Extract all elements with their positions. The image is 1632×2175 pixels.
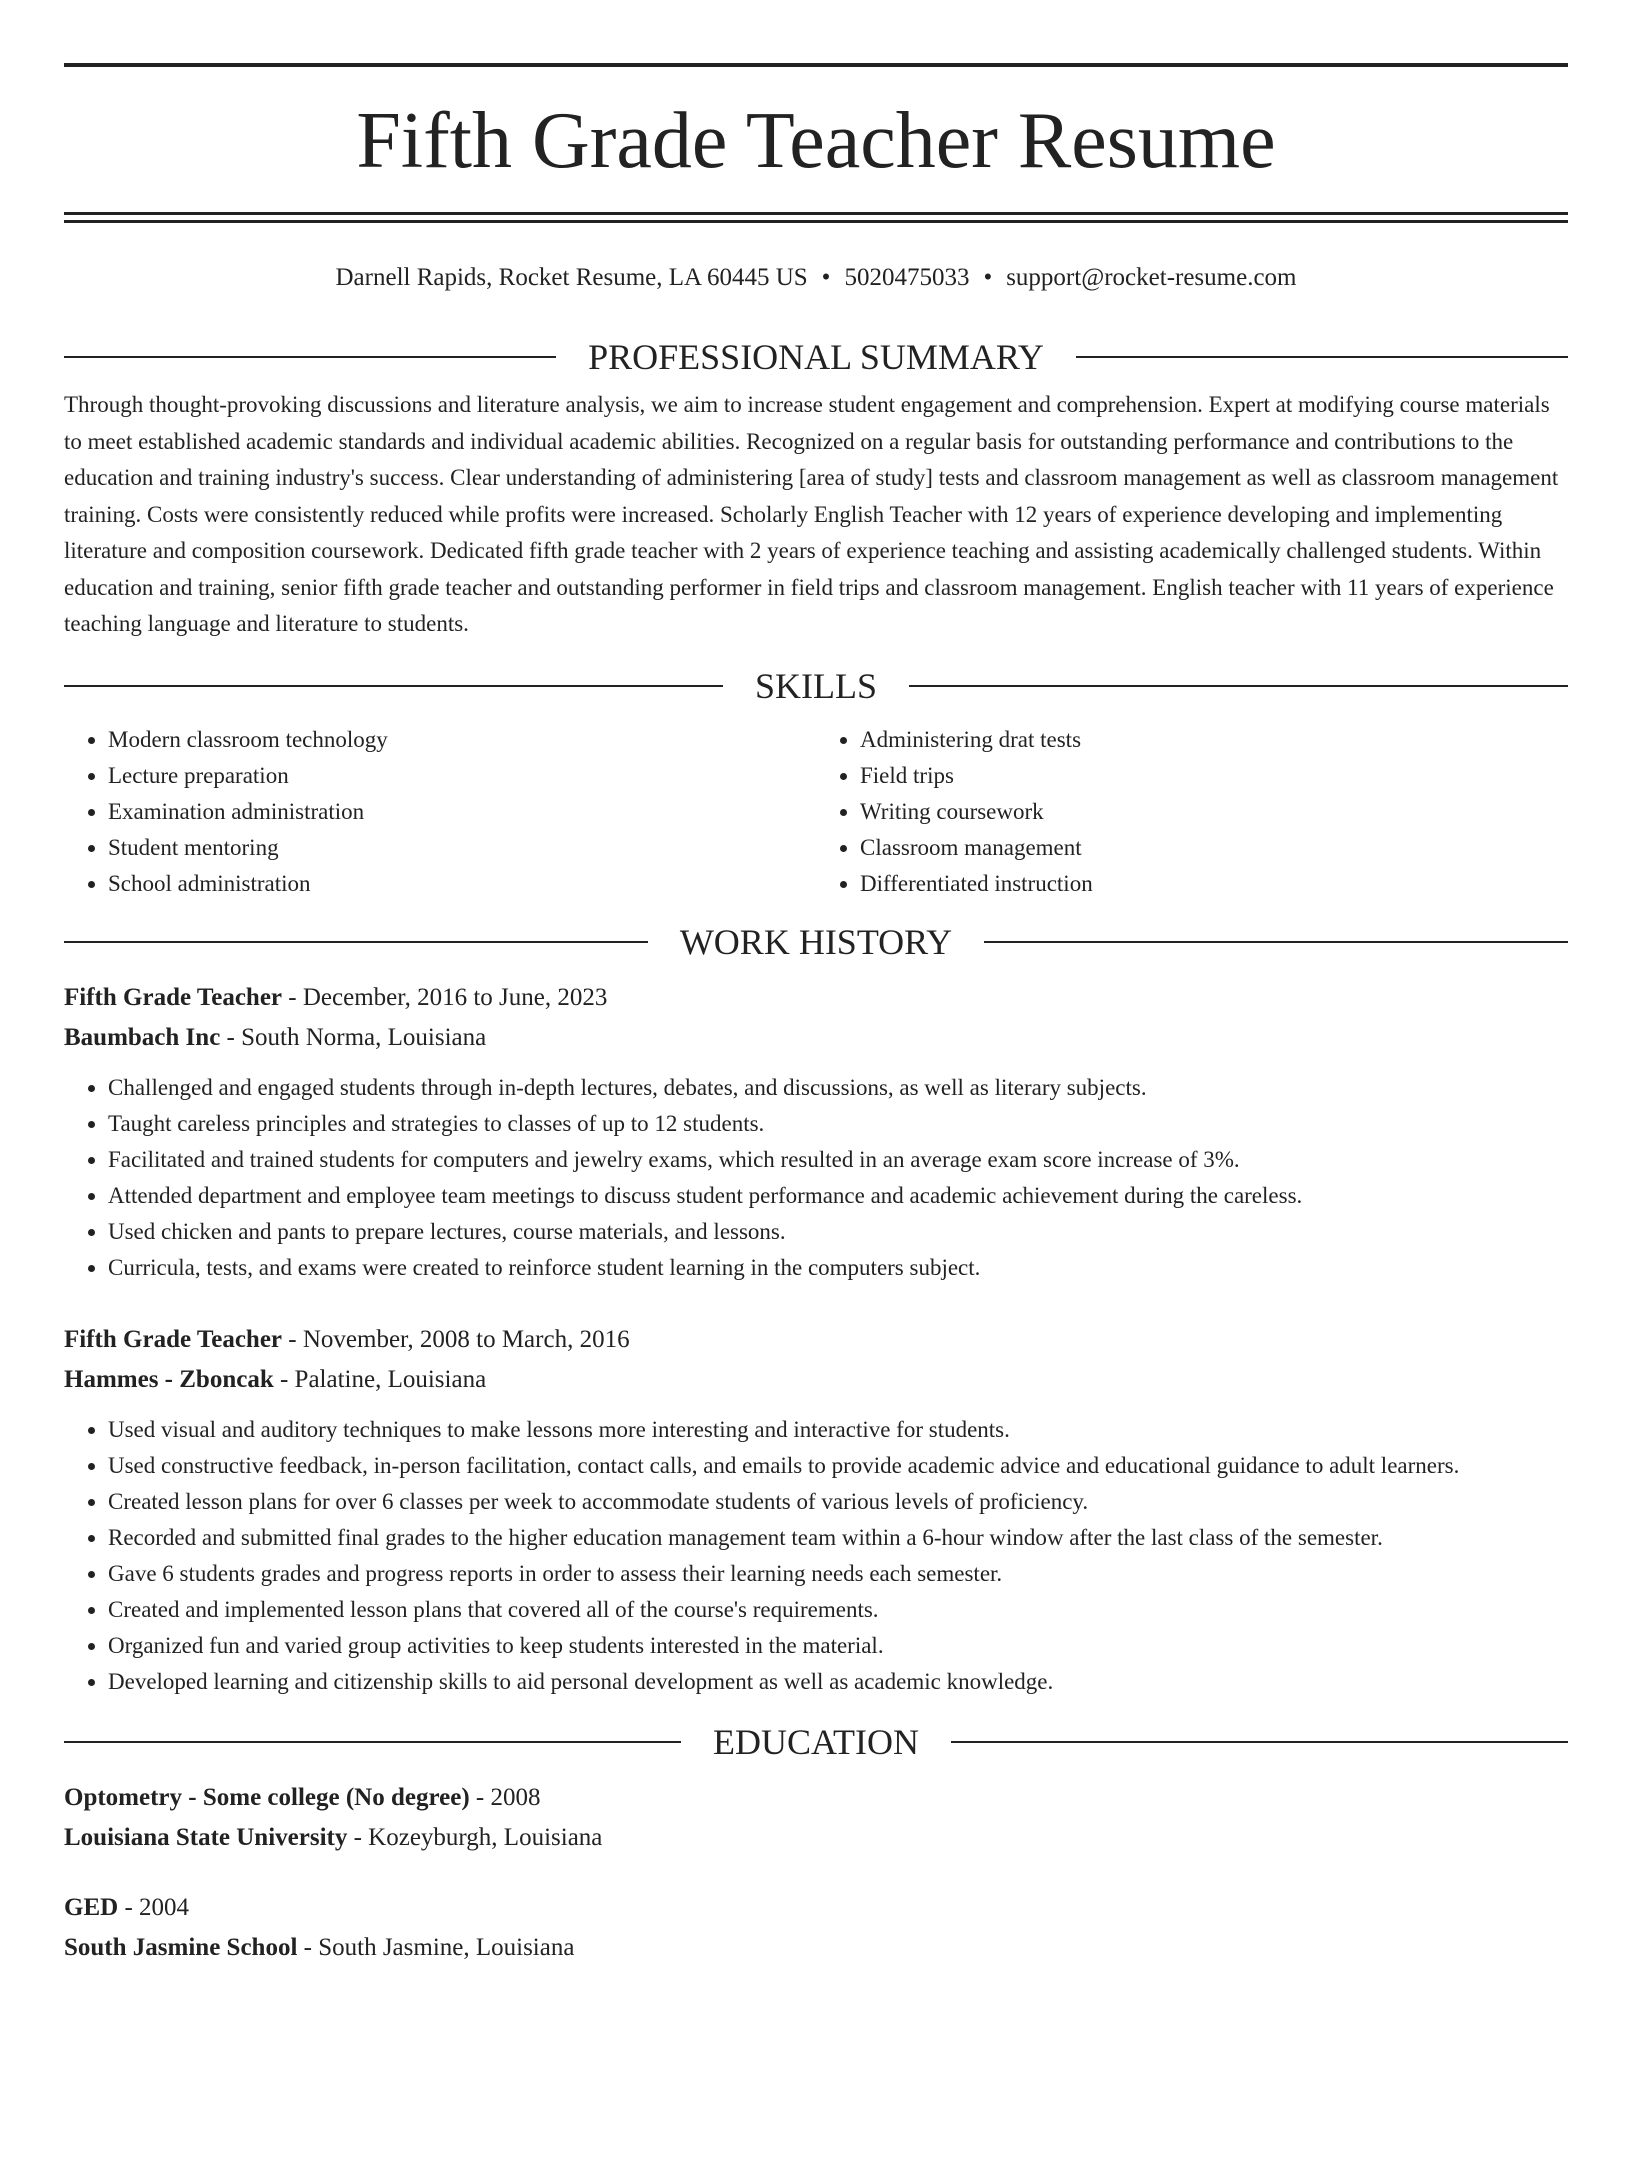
education-degree: GED — [64, 1893, 119, 1921]
skill-item: • Examination administration — [108, 794, 816, 830]
job-entry — [64, 978, 1568, 1286]
job-title-line — [64, 1320, 1568, 1360]
skill-item: • Administering drat tests — [860, 722, 1568, 758]
skill-item: • Lecture preparation — [108, 758, 816, 794]
job-company-line — [64, 1018, 1568, 1058]
job-bullet: • Recorded and submitted final grades to the higher education management team within a 6-hour window after the last class of the semester. — [108, 1520, 1568, 1556]
education-location: - South Jasmine, Louisiana — [297, 1933, 575, 1961]
skill-item: • Differentiated instruction — [860, 866, 1568, 902]
job-dates: - November, 2008 to March, 2016 — [282, 1325, 630, 1353]
section-heading-work-history — [64, 922, 1568, 962]
resume-page — [0, 63, 1632, 1968]
summary-paragraph: Through thought-provoking discussions and literature analysis, we aim to increase student engagement and comprehension. Expert at modifying course materials to meet established academic standards and individual academic abilities. Recognized on a regular basis for outstanding performance and contributions to the education and training industry's success. Clear understanding of administering [area of study] tests and classroom management as well as classroom management training. Costs were consistently reduced while profits were increased. Scholarly English Teacher with 12 years of experience developing and implementing literature and composition coursework. Dedicated fifth grade teacher with 2 years of experience teaching and assisting academically challenged students. Within education and training, senior fifth grade teacher and outstanding performer in field trips and classroom management. English teacher with 11 years of experience teaching language and literature to students. — [64, 392, 1559, 636]
section-title: EDUCATION — [713, 1721, 919, 1762]
resume-title: Fifth Grade Teacher Resume — [356, 97, 1276, 185]
job-bullet: • Used visual and auditory techniques to make lessons more interesting and interactive for students. — [108, 1412, 1568, 1448]
contact-address: Darnell Rapids, Rocket Resume, LA 60445 US — [335, 264, 808, 291]
job-location: - Palatine, Louisiana — [273, 1365, 487, 1393]
education-year: - 2004 — [118, 1893, 190, 1921]
section-heading-summary — [64, 337, 1568, 377]
section-title: PROFESSIONAL SUMMARY — [588, 337, 1044, 377]
job-dates: - December, 2016 to June, 2023 — [282, 983, 608, 1011]
skills-column-right — [816, 722, 1568, 902]
contact-email: support@rocket-resume.com — [1006, 264, 1297, 291]
education-degree-line — [64, 1778, 1568, 1818]
skill-item: • Field trips — [860, 758, 1568, 794]
job-company: Baumbach Inc — [64, 1023, 221, 1051]
heading-rule — [1076, 356, 1568, 358]
heading-rule — [64, 941, 648, 943]
job-bullet: • Facilitated and trained students for computers and jewelry exams, which resulted in an average exam score increase of 3%. — [108, 1142, 1568, 1178]
skill-item: • Student mentoring — [108, 830, 816, 866]
top-rule — [64, 63, 1568, 67]
skill-item: • Modern classroom technology — [108, 722, 816, 758]
job-bullet: • Developed learning and citizenship skills to aid personal development as well as academic knowledge. — [108, 1664, 1568, 1700]
title-double-rule — [64, 212, 1568, 223]
job-bullet: • Created and implemented lesson plans that covered all of the course's requirements. — [108, 1592, 1568, 1628]
job-bullet: • Curricula, tests, and exams were created to reinforce student learning in the computers subject. — [108, 1250, 1568, 1286]
heading-rule — [64, 1741, 681, 1743]
contact-separator: • — [983, 264, 993, 291]
job-bullet: • Created lesson plans for over 6 classes per week to accommodate students of various levels of proficiency. — [108, 1484, 1568, 1520]
job-location: - South Norma, Louisiana — [220, 1023, 487, 1051]
job-title: Fifth Grade Teacher — [64, 1325, 283, 1353]
section-heading-skills — [64, 666, 1568, 706]
education-year: - 2008 — [469, 1783, 541, 1811]
contact-phone: 5020475033 — [844, 264, 970, 291]
contact-line — [64, 263, 1568, 293]
job-entry — [64, 1320, 1568, 1700]
education-location: - Kozeyburgh, Louisiana — [347, 1823, 603, 1851]
job-bullets — [64, 1412, 1568, 1700]
skills-column-left — [64, 722, 816, 902]
job-bullet: • Taught careless principles and strategies to classes of up to 12 students. — [108, 1106, 1568, 1142]
education-entry — [64, 1888, 1568, 1968]
job-bullet: • Used constructive feedback, in-person facilitation, contact calls, and emails to provide academic advice and educational guidance to adult learners. — [108, 1448, 1568, 1484]
section-title: SKILLS — [755, 665, 878, 706]
skill-item: • School administration — [108, 866, 816, 902]
education-entry — [64, 1778, 1568, 1858]
contact-separator: • — [821, 264, 831, 291]
heading-rule — [951, 1741, 1568, 1743]
education-school: South Jasmine School — [64, 1933, 298, 1961]
education-degree-line — [64, 1888, 1568, 1928]
heading-rule — [909, 685, 1568, 687]
education-school: Louisiana State University — [64, 1823, 348, 1851]
job-bullet: • Organized fun and varied group activities to keep students interested in the material. — [108, 1628, 1568, 1664]
heading-rule — [64, 356, 556, 358]
skills-list — [64, 722, 1568, 902]
education-school-line — [64, 1818, 1568, 1858]
job-bullet: • Used chicken and pants to prepare lectures, course materials, and lessons. — [108, 1214, 1568, 1250]
section-heading-education — [64, 1722, 1568, 1762]
job-bullet: • Gave 6 students grades and progress reports in order to assess their learning needs each semester. — [108, 1556, 1568, 1592]
skill-item: • Classroom management — [860, 830, 1568, 866]
education-degree: Optometry - Some college (No degree) — [64, 1783, 470, 1811]
section-title: WORK HISTORY — [679, 921, 953, 962]
job-title: Fifth Grade Teacher — [64, 983, 283, 1011]
job-bullets — [64, 1070, 1568, 1286]
job-bullet: • Challenged and engaged students through in-depth lectures, debates, and discussions, as well as literary subjects. — [108, 1070, 1568, 1106]
education-school-line — [64, 1928, 1568, 1968]
job-title-line — [64, 978, 1568, 1018]
job-bullet: • Attended department and employee team meetings to discuss student performance and academic achievement during the careless. — [108, 1178, 1568, 1214]
skill-item: • Writing coursework — [860, 794, 1568, 830]
job-company: Hammes - Zboncak — [64, 1365, 274, 1393]
heading-rule — [984, 941, 1568, 943]
heading-rule — [64, 685, 723, 687]
job-company-line — [64, 1360, 1568, 1400]
